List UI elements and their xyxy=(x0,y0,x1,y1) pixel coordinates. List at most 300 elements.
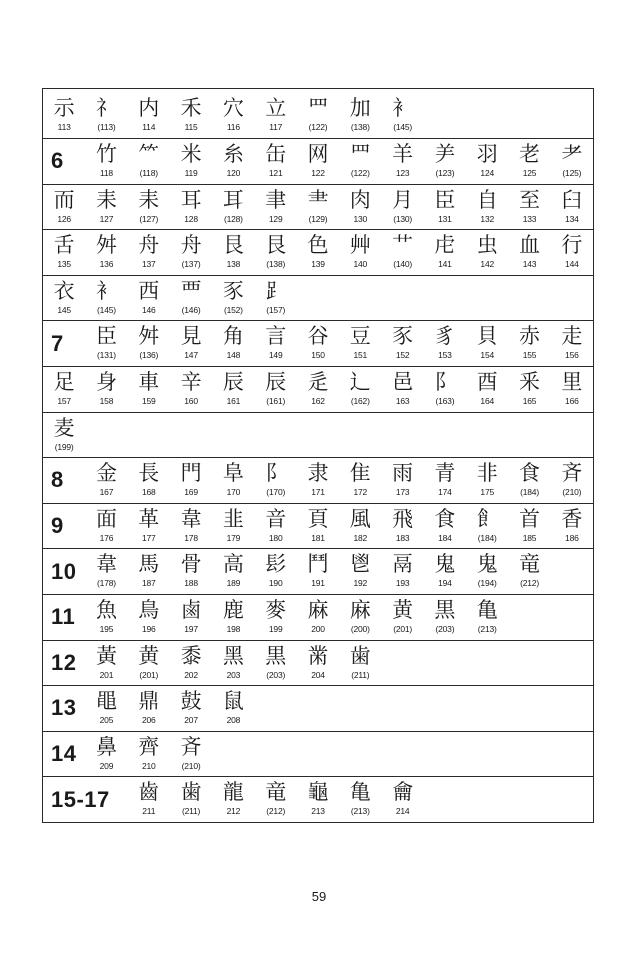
radical-cell xyxy=(212,89,254,138)
radical-cell xyxy=(128,230,170,275)
radical-char: 斉 xyxy=(180,734,202,759)
radical-number: 129 xyxy=(268,213,283,224)
radical-number: 118 xyxy=(99,168,113,178)
radical-number: (125) xyxy=(562,168,582,178)
radical-number: 138 xyxy=(226,259,241,270)
radical-number: 132 xyxy=(480,213,495,224)
radical-number: (138) xyxy=(266,259,286,270)
radical-cell xyxy=(170,777,212,822)
radical-number: (210) xyxy=(562,487,582,498)
radical-cell xyxy=(170,732,212,777)
radical-cell xyxy=(170,367,212,412)
radical-number: 206 xyxy=(141,715,156,726)
radical-char: 里 xyxy=(561,369,583,394)
radical-number: (212) xyxy=(520,578,539,589)
radical-number: 124 xyxy=(480,168,495,178)
radical-cell xyxy=(85,89,127,138)
radical-char: 亀 xyxy=(349,780,371,805)
radical-char: 色 xyxy=(307,233,329,258)
radical-cell xyxy=(466,230,508,275)
radical-char: 黑 xyxy=(222,643,244,668)
radical-char: 齒 xyxy=(138,780,160,805)
radical-char: 香 xyxy=(561,506,583,531)
radical-number: (184) xyxy=(477,532,497,543)
radical-cell xyxy=(170,276,212,321)
radical-number: 141 xyxy=(438,259,452,270)
radical-number: (152) xyxy=(223,304,243,315)
radical-cell xyxy=(551,458,593,503)
radical-char: 而 xyxy=(53,187,75,212)
radical-char: 金 xyxy=(95,461,117,486)
radical-number: 115 xyxy=(184,122,198,132)
radical-row xyxy=(43,503,593,549)
radical-number: 209 xyxy=(99,760,114,771)
radical-char: ⾉ xyxy=(265,233,287,258)
radical-number: (140) xyxy=(393,259,413,270)
radical-number: (113) xyxy=(97,122,116,132)
radical-row xyxy=(43,685,593,731)
radical-cell xyxy=(170,89,212,138)
radical-char: 赤 xyxy=(519,324,541,349)
radical-char: 邑 xyxy=(392,369,414,394)
radical-cell xyxy=(297,367,339,412)
radical-char: 米 xyxy=(180,142,202,166)
radical-cell xyxy=(508,321,550,366)
radical-cell xyxy=(339,139,381,184)
radical-char: 走 xyxy=(561,324,583,349)
radical-char: 黒 xyxy=(265,643,287,668)
radical-number: 127 xyxy=(99,213,114,224)
radical-number: 199 xyxy=(268,623,283,634)
radical-char: 辶 xyxy=(349,369,371,394)
radical-number: 128 xyxy=(184,213,198,224)
radical-number: 214 xyxy=(395,806,410,817)
radical-cell xyxy=(381,549,423,594)
radical-number: 171 xyxy=(311,487,325,498)
radical-number: 172 xyxy=(353,487,368,498)
radical-number: 155 xyxy=(522,350,537,361)
radical-cell xyxy=(170,595,212,640)
radical-number: 174 xyxy=(438,487,452,498)
radical-cell xyxy=(255,458,297,503)
radical-char: 虫 xyxy=(476,233,498,258)
radical-cell xyxy=(424,321,466,366)
radical-cell xyxy=(297,185,339,230)
radical-char: 青 xyxy=(434,461,456,486)
radical-number: 126 xyxy=(57,213,71,224)
radical-char: 示 xyxy=(53,96,75,120)
radical-char: 足 xyxy=(53,369,75,394)
radical-char: 鬼 xyxy=(434,552,456,577)
radical-char: 竜 xyxy=(265,780,287,805)
radical-row xyxy=(43,184,593,230)
radical-char: 鬲 xyxy=(392,552,414,577)
radical-number: 143 xyxy=(522,259,537,270)
radical-number: 163 xyxy=(395,395,410,406)
radical-number: 185 xyxy=(522,532,537,543)
radical-cell xyxy=(381,777,423,822)
radical-char: 网 xyxy=(307,142,329,166)
radical-cell xyxy=(85,732,127,777)
radical-cell xyxy=(297,230,339,275)
radical-number: 145 xyxy=(57,304,71,315)
radical-cell xyxy=(297,549,339,594)
radical-number: 131 xyxy=(438,213,452,224)
radical-number: 205 xyxy=(99,715,114,726)
radical-cell xyxy=(508,139,550,184)
radical-number: 121 xyxy=(268,168,283,178)
radical-char: 齊 xyxy=(138,734,160,759)
radical-cell xyxy=(85,230,127,275)
radical-char: 至 xyxy=(519,187,541,212)
radical-number: (162) xyxy=(350,395,370,406)
radical-number: 192 xyxy=(353,578,368,589)
radical-cell xyxy=(85,185,127,230)
radical-number: 169 xyxy=(184,487,198,498)
radical-char: 韋 xyxy=(95,552,117,577)
radical-number: (211) xyxy=(351,669,370,680)
radical-number: 179 xyxy=(226,532,241,543)
radical-char: 臣 xyxy=(434,187,456,212)
radical-number: 166 xyxy=(565,395,579,406)
radical-number: (138) xyxy=(350,122,370,132)
radical-row xyxy=(43,457,593,503)
radical-cell xyxy=(424,504,466,549)
radical-char: 艮 xyxy=(222,233,244,258)
radical-number: (213) xyxy=(477,623,497,634)
radical-number: 113 xyxy=(57,122,71,132)
radical-number: 180 xyxy=(268,532,283,543)
radical-char: 自 xyxy=(476,187,498,212)
radical-cell xyxy=(255,641,297,686)
radical-char: 衣 xyxy=(53,278,75,303)
radical-cell xyxy=(212,549,254,594)
radical-number: 120 xyxy=(226,168,241,178)
radical-cell xyxy=(508,504,550,549)
radical-cell xyxy=(381,185,423,230)
radical-char: 面 xyxy=(95,506,117,531)
radical-char: 貝 xyxy=(476,324,498,349)
radical-number: 154 xyxy=(480,350,495,361)
radical-number: 158 xyxy=(99,395,114,406)
radical-char: ⿇ xyxy=(349,597,371,622)
radical-char: ⺶ xyxy=(434,142,456,166)
radical-cell xyxy=(128,641,170,686)
radical-char: 鬯 xyxy=(349,552,371,577)
radical-number: 188 xyxy=(184,578,198,589)
radical-number: 119 xyxy=(184,168,198,178)
radical-char: 亀 xyxy=(476,597,498,622)
radical-cell xyxy=(170,549,212,594)
radical-cell xyxy=(212,458,254,503)
radical-char: 食 xyxy=(434,506,456,531)
radical-number: (157) xyxy=(266,304,286,315)
radical-number: (210) xyxy=(181,760,201,771)
radical-char: 髟 xyxy=(265,552,287,577)
radical-number: (163) xyxy=(435,395,455,406)
stroke-count-label: 8 xyxy=(51,467,64,493)
radical-number: 177 xyxy=(141,532,156,543)
radical-number: 149 xyxy=(268,350,283,361)
radical-cell xyxy=(43,230,85,275)
radical-number: (146) xyxy=(181,304,201,315)
radical-number: 213 xyxy=(311,806,325,817)
radical-cell xyxy=(255,549,297,594)
radical-number: (122) xyxy=(308,122,328,132)
radical-cell xyxy=(255,185,297,230)
radical-number: 200 xyxy=(311,623,325,634)
radical-char: 麻 xyxy=(307,597,329,622)
radical-char: 辛 xyxy=(180,369,202,394)
radical-char: 舛 xyxy=(95,233,117,258)
radical-number: 167 xyxy=(99,487,114,498)
radical-number: 204 xyxy=(311,669,325,680)
radical-cell xyxy=(508,367,550,412)
radical-cell xyxy=(128,686,170,731)
radical-char: 隶 xyxy=(307,461,329,486)
radical-char: 聿 xyxy=(265,187,287,212)
radical-cell xyxy=(128,732,170,777)
radical-cell xyxy=(212,641,254,686)
radical-row xyxy=(43,275,593,321)
radical-char: 身 xyxy=(95,369,117,394)
radical-char: 雨 xyxy=(392,461,414,486)
radical-number: 142 xyxy=(480,259,495,270)
radical-number: 117 xyxy=(269,122,283,132)
radical-cell xyxy=(466,595,508,640)
radical-char: 辵 xyxy=(307,369,329,394)
radical-cell xyxy=(85,595,127,640)
radical-number: 211 xyxy=(142,806,156,817)
radical-cell xyxy=(466,321,508,366)
radical-cell xyxy=(255,777,297,822)
radical-number: 186 xyxy=(565,532,579,543)
radical-char: 竜 xyxy=(519,552,541,577)
radical-cell xyxy=(381,89,423,138)
radical-cell xyxy=(128,504,170,549)
radical-cell xyxy=(85,139,127,184)
radical-char: 革 xyxy=(138,506,160,531)
radical-number: 194 xyxy=(438,578,452,589)
radical-char: 鼎 xyxy=(138,689,160,714)
radical-char: ⺻ xyxy=(307,187,329,212)
radical-cell xyxy=(170,686,212,731)
radical-cell xyxy=(128,89,170,138)
radical-cell xyxy=(381,458,423,503)
radical-char: 衤 xyxy=(95,278,117,303)
radical-row xyxy=(43,366,593,412)
radical-char: 歯 xyxy=(349,643,371,668)
radical-number: (212) xyxy=(266,806,286,817)
radical-char: 内 xyxy=(138,96,160,120)
radical-char: 頁 xyxy=(307,506,329,531)
radical-cell xyxy=(128,595,170,640)
radical-cell xyxy=(339,549,381,594)
radical-cell xyxy=(43,413,85,458)
radical-char: 隹 xyxy=(349,461,371,486)
radical-number: 182 xyxy=(353,532,368,543)
radical-char: 龍 xyxy=(222,780,244,805)
radical-number: 187 xyxy=(141,578,156,589)
radical-char: 血 xyxy=(519,233,541,258)
radical-cell xyxy=(339,504,381,549)
radical-char: 鬥 xyxy=(307,552,329,577)
radical-number: 156 xyxy=(565,350,579,361)
radical-number: (131) xyxy=(97,350,116,361)
radical-cell xyxy=(466,549,508,594)
radical-cell xyxy=(551,504,593,549)
radical-number: (136) xyxy=(139,350,159,361)
stroke-count-label: 7 xyxy=(51,330,64,356)
radical-cell xyxy=(212,686,254,731)
radical-char: 糸 xyxy=(222,142,244,166)
radical-row xyxy=(43,640,593,686)
radical-cell xyxy=(424,185,466,230)
radical-char: 魚 xyxy=(95,597,117,622)
radical-cell xyxy=(212,139,254,184)
stroke-count-label: 13 xyxy=(51,695,77,721)
radical-cell xyxy=(43,276,85,321)
radical-number: (137) xyxy=(181,259,201,270)
radical-char: 舛 xyxy=(138,324,160,349)
radical-number: 140 xyxy=(353,259,368,270)
radical-row xyxy=(43,89,593,138)
radical-char: 門 xyxy=(180,461,202,486)
stroke-count-label: 10 xyxy=(51,558,77,584)
radical-char: 艹 xyxy=(392,233,414,258)
radical-char: 食 xyxy=(519,461,541,486)
radical-number: 201 xyxy=(99,669,114,680)
radical-char: 艸 xyxy=(349,233,371,258)
radical-number: 161 xyxy=(226,395,241,406)
radical-char: 行 xyxy=(561,233,583,258)
radical-cell xyxy=(85,686,127,731)
radical-number: (203) xyxy=(266,669,286,680)
radical-char: 風 xyxy=(349,506,371,531)
radical-char: 鳥 xyxy=(138,597,160,622)
radical-cell xyxy=(297,595,339,640)
radical-char: 阝 xyxy=(434,369,456,394)
radical-char: 龠 xyxy=(392,780,414,805)
radical-cell xyxy=(128,321,170,366)
radical-char: 音 xyxy=(265,506,287,531)
radical-char: 鹿 xyxy=(222,597,244,622)
radical-cell xyxy=(212,276,254,321)
radical-cell xyxy=(381,504,423,549)
radical-number: 198 xyxy=(226,623,241,634)
radical-cell xyxy=(466,139,508,184)
radical-char: 斉 xyxy=(561,461,583,486)
radical-char: 辰 xyxy=(222,369,244,394)
radical-char: 舌 xyxy=(53,233,75,258)
radical-cell xyxy=(339,641,381,686)
radical-number: 133 xyxy=(522,213,537,224)
radical-char: ⽾ xyxy=(138,187,160,212)
radical-char: 耂 xyxy=(561,142,583,166)
radical-cell xyxy=(85,549,127,594)
radical-cell xyxy=(85,276,127,321)
radical-char: 鼠 xyxy=(222,689,244,714)
radical-number: 168 xyxy=(141,487,156,498)
radical-number: (178) xyxy=(97,578,116,589)
radical-char: 高 xyxy=(222,552,244,577)
radical-cell xyxy=(424,595,466,640)
radical-cell xyxy=(466,458,508,503)
radical-cell xyxy=(212,321,254,366)
radical-char: 臼 xyxy=(561,187,583,212)
radical-char: 罒 xyxy=(307,96,329,120)
radical-cell xyxy=(508,549,550,594)
radical-number: 125 xyxy=(522,168,537,178)
radical-number: 148 xyxy=(226,350,241,361)
radical-number: (123) xyxy=(435,168,455,178)
radical-cell xyxy=(297,504,339,549)
radical-number: (170) xyxy=(266,487,286,498)
radical-number: 170 xyxy=(226,487,241,498)
radical-number: (203) xyxy=(435,623,455,634)
radical-number: 173 xyxy=(395,487,410,498)
radical-cell xyxy=(339,777,381,822)
radical-char: 首 xyxy=(519,506,541,531)
radical-char: 韋 xyxy=(180,506,202,531)
page-number: 59 xyxy=(311,889,327,904)
radical-cell xyxy=(128,549,170,594)
radical-number: 202 xyxy=(184,669,198,680)
radical-cell xyxy=(128,139,170,184)
radical-cell xyxy=(85,367,127,412)
stroke-count-label: 6 xyxy=(51,148,64,174)
radical-number: 122 xyxy=(311,168,325,178)
radical-char: 歯 xyxy=(180,780,202,805)
radical-char: 骨 xyxy=(180,552,202,577)
radical-number: (145) xyxy=(97,304,116,315)
radical-row xyxy=(43,731,593,777)
radical-cell xyxy=(85,458,127,503)
radical-cell xyxy=(255,230,297,275)
radical-number: (130) xyxy=(393,213,413,224)
radical-cell xyxy=(339,321,381,366)
radical-char: 言 xyxy=(265,324,287,349)
radical-cell xyxy=(297,458,339,503)
radical-number: (129) xyxy=(308,213,328,224)
radical-cell xyxy=(43,367,85,412)
radical-number: 130 xyxy=(353,213,368,224)
radical-cell xyxy=(424,139,466,184)
radical-char: 衤 xyxy=(392,96,414,120)
radical-number: 184 xyxy=(438,532,452,543)
radical-cell xyxy=(85,641,127,686)
radical-cell xyxy=(339,89,381,138)
radical-number: (211) xyxy=(181,806,201,817)
radical-char: ⺮ xyxy=(138,142,160,166)
radical-cell xyxy=(255,321,297,366)
radical-cell xyxy=(128,777,170,822)
radical-number: 151 xyxy=(353,350,368,361)
radical-cell xyxy=(170,321,212,366)
stroke-count-label: 11 xyxy=(51,604,76,630)
radical-number: 189 xyxy=(226,578,241,589)
radical-char: 舟 xyxy=(138,233,160,258)
radical-cell xyxy=(551,185,593,230)
radical-char: 釆 xyxy=(519,369,541,394)
radical-number: 191 xyxy=(311,578,325,589)
radical-cell xyxy=(170,641,212,686)
stroke-count-label: 12 xyxy=(51,649,77,675)
radical-cell xyxy=(212,185,254,230)
radical-char: ⻊ xyxy=(265,278,287,303)
radical-number: 139 xyxy=(311,259,325,270)
radical-number: 210 xyxy=(141,760,156,771)
